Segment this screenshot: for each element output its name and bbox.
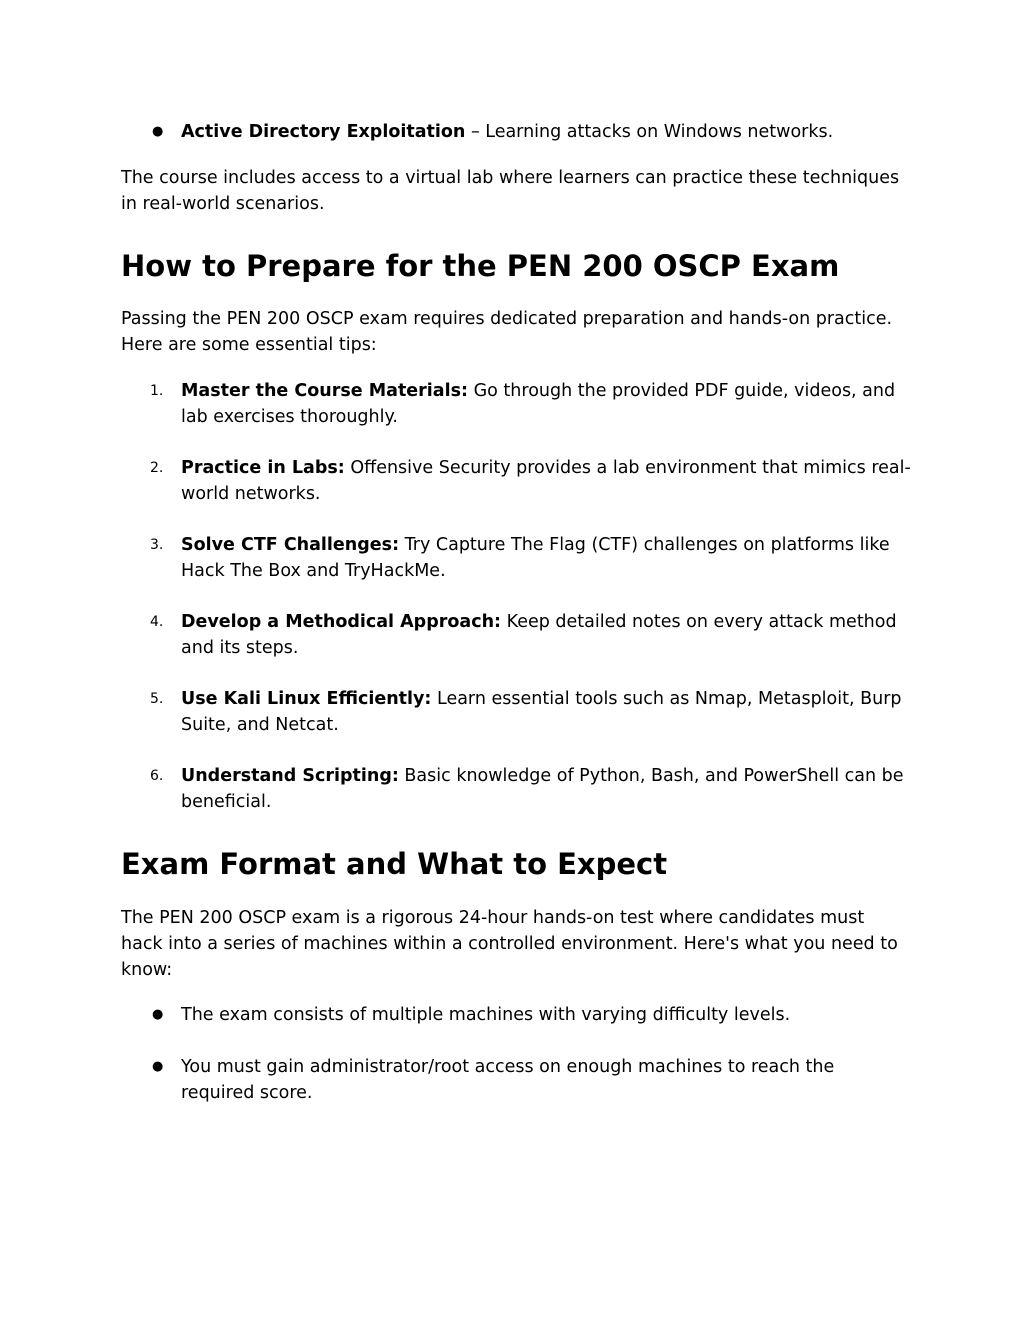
tip-body: Go through the provided PDF guide, videos, and lab exercises thoroughly. bbox=[181, 381, 896, 427]
tip-bold: Solve CTF Challenges: bbox=[181, 535, 400, 555]
tip-item-5 bbox=[121, 686, 911, 738]
tip-item-6 bbox=[121, 763, 911, 815]
tip-bold: Practice in Labs: bbox=[181, 458, 345, 478]
tip-text bbox=[181, 609, 911, 661]
list-item-body: – Learning attacks on Windows networks. bbox=[465, 122, 834, 142]
tip-body: Keep detailed notes on every attack method and its steps. bbox=[181, 612, 897, 658]
number-marker: 2. bbox=[150, 460, 164, 476]
tip-bold: Master the Course Materials: bbox=[181, 381, 469, 401]
list-item-active-directory bbox=[121, 119, 911, 145]
tip-body: Learn essential tools such as Nmap, Metasploit, Burp Suite, and Netcat. bbox=[181, 689, 902, 735]
tip-text bbox=[181, 455, 911, 507]
exam-point-text: You must gain administrator/root access on enough machines to reach the required score. bbox=[181, 1057, 835, 1103]
heading-prepare: How to Prepare for the PEN 200 OSCP Exam bbox=[121, 249, 840, 283]
number-marker: 4. bbox=[150, 614, 164, 630]
tip-text bbox=[181, 686, 911, 738]
prepare-paragraph: Passing the PEN 200 OSCP exam requires dedicated preparation and hands-on practice. Here are some essential tips: bbox=[121, 309, 893, 355]
tip-body: Offensive Security provides a lab environment that mimics real-world networks. bbox=[181, 458, 911, 504]
tip-item-1 bbox=[121, 378, 911, 430]
number-marker: 5. bbox=[150, 691, 164, 707]
tip-body: Basic knowledge of Python, Bash, and PowerShell can be beneficial. bbox=[181, 766, 904, 812]
tip-bold: Understand Scripting: bbox=[181, 766, 399, 786]
list-item-text bbox=[181, 119, 911, 145]
exam-point-2 bbox=[121, 1054, 911, 1106]
bullet-marker: ● bbox=[152, 1059, 164, 1074]
list-item-bold: Active Directory Exploitation bbox=[181, 122, 466, 142]
intro-paragraph: The course includes access to a virtual lab where learners can practice these techniques in real-world scenarios. bbox=[121, 168, 900, 214]
exam-point-text: The exam consists of multiple machines with varying difficulty levels. bbox=[181, 1005, 791, 1025]
tip-bold: Develop a Methodical Approach: bbox=[181, 612, 502, 632]
tip-text bbox=[181, 532, 911, 584]
tip-body: Try Capture The Flag (CTF) challenges on platforms like Hack The Box and TryHackMe. bbox=[181, 535, 890, 581]
tip-item-2 bbox=[121, 455, 911, 507]
tip-item-3 bbox=[121, 532, 911, 584]
bullet-marker: ● bbox=[152, 1007, 164, 1022]
number-marker: 1. bbox=[150, 383, 164, 399]
exam-format-paragraph: The PEN 200 OSCP exam is a rigorous 24-hour hands-on test where candidates must hack into a series of machines within a controlled environment. Here's what you need to know: bbox=[121, 908, 898, 980]
tip-text bbox=[181, 763, 911, 815]
tip-bold: Use Kali Linux Efficiently: bbox=[181, 689, 432, 709]
exam-point-1 bbox=[121, 1002, 911, 1028]
number-marker: 3. bbox=[150, 537, 164, 553]
heading-exam-format: Exam Format and What to Expect bbox=[121, 847, 668, 881]
bullet-marker: ● bbox=[152, 124, 164, 139]
tip-text bbox=[181, 378, 911, 430]
number-marker: 6. bbox=[150, 768, 164, 784]
tip-item-4 bbox=[121, 609, 911, 661]
